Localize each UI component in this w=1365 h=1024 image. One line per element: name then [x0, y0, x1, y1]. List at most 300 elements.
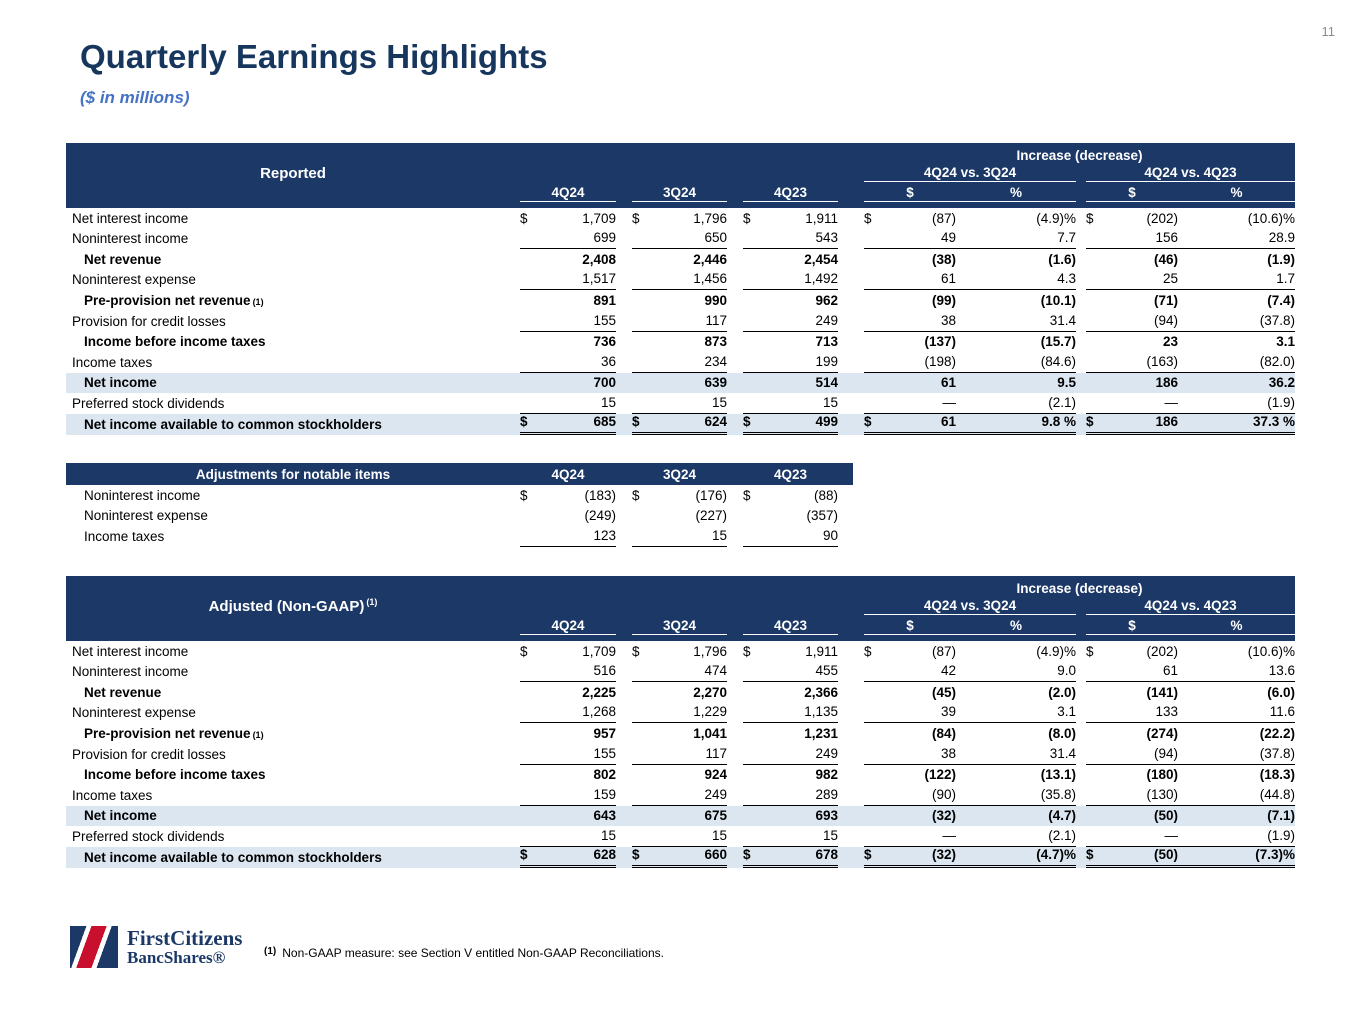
table-row: [66, 847, 1295, 868]
spacer: [1076, 744, 1086, 765]
quarter-value-cell: [632, 526, 727, 547]
change-pair-cell: [864, 826, 1076, 847]
spacer: [838, 723, 864, 744]
spacer: [838, 229, 864, 250]
quarter-value-cell: [632, 806, 727, 827]
change-pair-cell: [864, 332, 1076, 353]
dollar-sign: $: [864, 846, 872, 862]
value: 15: [822, 394, 838, 410]
value: 873: [704, 334, 727, 350]
spacer: [727, 208, 743, 229]
spacer: [616, 290, 632, 311]
change-pair-cell: [864, 290, 1076, 311]
change-percent-value: 9.8 %: [1041, 413, 1076, 429]
dollar-column-header: $: [906, 185, 914, 200]
value: 643: [593, 808, 616, 824]
table-row: [66, 723, 1295, 744]
table-row: [66, 703, 1295, 724]
spacer: [616, 270, 632, 291]
row-label: Preferred stock dividends: [72, 395, 225, 411]
value: 675: [704, 808, 727, 824]
change-pair-cell: [1086, 352, 1295, 373]
change-dollar-value: (137): [924, 334, 956, 350]
change-dollar-value: 23: [1162, 334, 1178, 350]
adjusted-non-gaap-table: [66, 576, 1295, 868]
value: 117: [705, 745, 727, 761]
quarter-value-cell: [743, 641, 838, 662]
spacer: [727, 414, 743, 435]
spacer: [838, 641, 864, 662]
change-percent-value: (7.3)%: [1255, 846, 1295, 862]
value: 15: [711, 827, 727, 843]
quarter-value-cell: [520, 373, 616, 394]
change-dollar-value: (50): [1153, 808, 1178, 824]
value: 628: [593, 846, 616, 862]
change-pair-cell: [1086, 311, 1295, 332]
spacer: [1076, 311, 1086, 332]
change-percent-value: (4.9)%: [1036, 210, 1076, 226]
change-dollar-value: (122): [924, 767, 956, 783]
change-dollar-value: 61: [1162, 663, 1178, 679]
quarter-value-cell: [520, 662, 616, 683]
row-label: Income before income taxes: [84, 767, 266, 783]
change-percent-value: (35.8): [1040, 786, 1076, 802]
quarter-value-cell: [632, 485, 727, 506]
spacer: [727, 662, 743, 683]
first-citizens-flag-icon: [70, 926, 118, 968]
spacer: [727, 352, 743, 373]
vs-3q24-column-header: 4Q24 vs. 3Q24: [864, 598, 1076, 615]
value: 700: [593, 375, 616, 391]
table-row: [66, 641, 1295, 662]
change-pair-cell: [1086, 270, 1295, 291]
change-pair-cell: [1086, 332, 1295, 353]
percent-column-header: %: [1230, 185, 1243, 200]
value: 474: [704, 663, 727, 679]
change-dollar-value: 61: [940, 271, 956, 287]
change-pair-cell: [1086, 744, 1295, 765]
change-pair-cell: [1086, 785, 1295, 806]
value: 15: [822, 827, 838, 843]
spacer: [616, 723, 632, 744]
change-percent-value: (10.1): [1040, 292, 1076, 308]
dollar-sign: $: [632, 413, 640, 429]
quarter-value-cell: [743, 393, 838, 414]
row-label: Pre-provision net revenue $^{(1)}$: [84, 725, 264, 741]
row-label: Income before income taxes: [84, 334, 266, 350]
table-row: [66, 311, 1295, 332]
change-dollar-value: 133: [1155, 704, 1178, 720]
quarter-value-cell: [632, 208, 727, 229]
dollar-percent-header: [864, 618, 1076, 635]
spacer: [616, 249, 632, 270]
value: 1,911: [805, 643, 838, 659]
spacer: [616, 765, 632, 786]
quarter-value-cell: [632, 641, 727, 662]
spacer: [616, 662, 632, 683]
dollar-percent-header: [1086, 185, 1295, 202]
table-row: [66, 270, 1295, 291]
table-header: [66, 576, 1295, 641]
change-percent-value: (1.6): [1048, 251, 1076, 267]
header-row-comparisons: [66, 596, 1295, 617]
change-dollar-value: (87): [931, 210, 956, 226]
change-dollar-value: —: [1164, 394, 1178, 410]
value: 249: [815, 745, 838, 761]
table-row: [66, 485, 853, 506]
quarter-value-cell: [632, 229, 727, 250]
quarter-value-cell: [743, 249, 838, 270]
change-dollar-value: 39: [940, 704, 956, 720]
page-subtitle: ($ in millions): [80, 88, 190, 107]
change-percent-value: 31.4: [1049, 745, 1076, 761]
header-row-quarters: [66, 184, 1295, 204]
table-row: [66, 373, 1295, 394]
quarter-column-header: 4Q24: [520, 618, 616, 635]
dollar-column-header: $: [906, 618, 914, 633]
value: 678: [815, 846, 838, 862]
header-row-comparisons: [66, 163, 1295, 184]
change-pair-cell: [1086, 662, 1295, 683]
value: (88): [813, 487, 838, 503]
quarter-column-header: 4Q23: [743, 618, 838, 635]
quarter-value-cell: [632, 414, 727, 435]
change-pair-cell: [1086, 847, 1295, 868]
change-pair-cell: [864, 270, 1076, 291]
spacer: [838, 249, 864, 270]
change-pair-cell: [864, 744, 1076, 765]
change-percent-value: 28.9: [1268, 230, 1295, 246]
change-pair-cell: [1086, 826, 1295, 847]
dollar-sign: $: [1086, 643, 1094, 659]
dollar-percent-header: [1086, 618, 1295, 635]
change-dollar-value: (130): [1146, 786, 1178, 802]
change-pair-cell: [1086, 703, 1295, 724]
table-row: [66, 826, 1295, 847]
spacer: [1076, 662, 1086, 683]
reported-table: [66, 143, 1295, 435]
change-dollar-value: (202): [1146, 210, 1178, 226]
change-dollar-value: (202): [1146, 643, 1178, 659]
row-label: Net income available to common stockholders: [84, 849, 382, 865]
change-dollar-value: (71): [1153, 292, 1178, 308]
value: 2,270: [693, 684, 727, 700]
change-pair-cell: [864, 785, 1076, 806]
quarter-value-cell: [520, 352, 616, 373]
change-pair-cell: [1086, 373, 1295, 394]
change-percent-value: (82.0): [1259, 353, 1295, 369]
quarter-value-cell: [743, 332, 838, 353]
increase-decrease-label: Increase (decrease): [1016, 581, 1143, 596]
change-dollar-value: (87): [931, 643, 956, 659]
spacer: [838, 270, 864, 291]
change-percent-value: 36.2: [1268, 375, 1295, 391]
header-row-quarters: [66, 617, 1295, 637]
value: 1,709: [582, 210, 616, 226]
value: 123: [593, 527, 616, 543]
vs-4q23-column-header: 4Q24 vs. 4Q23: [1086, 165, 1295, 182]
spacer: [1076, 641, 1086, 662]
change-dollar-value: 61: [940, 375, 956, 391]
vs-4q23-column-header: 4Q24 vs. 4Q23: [1086, 598, 1295, 615]
table-row: [66, 682, 1295, 703]
quarter-value-cell: [743, 703, 838, 724]
value: 1,135: [804, 704, 838, 720]
spacer: [1076, 229, 1086, 250]
value: (227): [695, 508, 727, 524]
change-pair-cell: [864, 311, 1076, 332]
quarter-value-cell: [632, 785, 727, 806]
change-pair-cell: [1086, 641, 1295, 662]
value: (176): [695, 487, 727, 503]
spacer: [616, 311, 632, 332]
value: 499: [815, 413, 838, 429]
quarter-column-header: 4Q23: [743, 185, 838, 202]
quarter-value-cell: [632, 332, 727, 353]
change-percent-value: 31.4: [1049, 312, 1076, 328]
value: 962: [815, 292, 838, 308]
percent-column-header: %: [1009, 185, 1022, 200]
spacer: [1076, 208, 1086, 229]
header-row-increase: [66, 143, 1295, 163]
change-pair-cell: [1086, 290, 1295, 311]
row-label: Noninterest income: [72, 664, 189, 680]
change-pair-cell: [1086, 723, 1295, 744]
logo-wordmark: [127, 927, 242, 967]
spacer: [727, 682, 743, 703]
value: 543: [815, 230, 838, 246]
value: 1,517: [582, 271, 616, 287]
change-dollar-value: (99): [931, 292, 956, 308]
value: 15: [600, 394, 616, 410]
change-percent-value: (1.9): [1267, 394, 1295, 410]
quarter-value-cell: [743, 352, 838, 373]
change-dollar-value: (32): [931, 808, 956, 824]
spacer: [1076, 785, 1086, 806]
change-dollar-value: (94): [1153, 312, 1178, 328]
change-percent-value: (15.7): [1040, 334, 1076, 350]
spacer: [1076, 806, 1086, 827]
change-dollar-value: 49: [940, 230, 956, 246]
dollar-sign: $: [864, 210, 872, 226]
quarter-value-cell: [743, 765, 838, 786]
change-percent-value: 3.1: [1057, 704, 1076, 720]
quarter-value-cell: [632, 311, 727, 332]
quarter-value-cell: [743, 785, 838, 806]
value: 155: [593, 312, 616, 328]
spacer: [616, 682, 632, 703]
change-pair-cell: [864, 723, 1076, 744]
quarter-column-header: 4Q24: [551, 466, 585, 482]
value: 1,268: [582, 704, 616, 720]
change-percent-value: (2.1): [1048, 827, 1076, 843]
dollar-sign: $: [864, 413, 872, 429]
quarter-value-cell: [743, 290, 838, 311]
table-row: [66, 806, 1295, 827]
row-label: Noninterest expense: [84, 508, 208, 524]
change-pair-cell: [1086, 208, 1295, 229]
quarter-value-cell: [632, 703, 727, 724]
spacer: [727, 393, 743, 414]
change-percent-value: 3.1: [1276, 334, 1295, 350]
dollar-column-header: $: [1128, 185, 1136, 200]
change-pair-cell: [1086, 765, 1295, 786]
change-pair-cell: [864, 641, 1076, 662]
value: 159: [593, 786, 616, 802]
spacer: [1076, 723, 1086, 744]
change-percent-value: 9.0: [1057, 663, 1076, 679]
row-label: Noninterest income: [72, 231, 189, 247]
value: 1,456: [693, 271, 727, 287]
table-title: Adjusted (Non-GAAP) $^{(1)}$: [208, 597, 378, 615]
row-label: Net interest income: [72, 210, 189, 226]
spacer: [727, 485, 743, 506]
change-pair-cell: [1086, 682, 1295, 703]
value: 289: [815, 786, 838, 802]
spacer: [616, 352, 632, 373]
spacer: [616, 485, 632, 506]
value: 90: [822, 527, 838, 543]
value: 2,454: [804, 251, 838, 267]
row-label: Income taxes: [72, 787, 153, 803]
quarter-value-cell: [520, 393, 616, 414]
change-percent-value: 9.5: [1057, 375, 1076, 391]
value: 36: [600, 353, 616, 369]
dollar-sign: $: [520, 487, 528, 503]
table-row: [66, 290, 1295, 311]
quarter-value-cell: [743, 506, 838, 527]
row-label: Noninterest expense: [72, 705, 196, 721]
change-dollar-value: 186: [1155, 413, 1178, 429]
value: 249: [815, 312, 838, 328]
quarter-value-cell: [743, 229, 838, 250]
quarter-value-cell: [632, 826, 727, 847]
spacer: [727, 373, 743, 394]
spacer: [616, 229, 632, 250]
change-dollar-value: 38: [940, 745, 956, 761]
change-percent-value: (37.8): [1259, 745, 1295, 761]
quarter-value-cell: [743, 373, 838, 394]
change-percent-value: 13.6: [1268, 663, 1295, 679]
table-row: [66, 208, 1295, 229]
spacer: [616, 373, 632, 394]
change-percent-value: (2.1): [1048, 394, 1076, 410]
change-pair-cell: [864, 229, 1076, 250]
spacer: [838, 847, 864, 868]
row-label: Noninterest expense: [72, 272, 196, 288]
spacer: [616, 414, 632, 435]
dollar-sign: $: [632, 643, 640, 659]
change-dollar-value: 25: [1162, 271, 1178, 287]
value: 924: [704, 767, 727, 783]
quarter-value-cell: [520, 765, 616, 786]
change-pair-cell: [864, 373, 1076, 394]
percent-column-header: %: [1009, 618, 1022, 633]
quarter-value-cell: [520, 311, 616, 332]
spacer: [1076, 332, 1086, 353]
first-citizens-logo: [70, 926, 242, 968]
value: 957: [593, 725, 616, 741]
spacer: [727, 249, 743, 270]
change-pair-cell: [1086, 393, 1295, 414]
table-row: [66, 506, 853, 527]
change-pair-cell: [864, 249, 1076, 270]
percent-column-header: %: [1230, 618, 1243, 633]
change-percent-value: (7.4): [1267, 292, 1295, 308]
value: 660: [704, 846, 727, 862]
change-dollar-value: (163): [1146, 353, 1178, 369]
quarter-value-cell: [743, 311, 838, 332]
value: 516: [593, 663, 616, 679]
change-percent-value: (4.7)%: [1036, 846, 1076, 862]
quarter-value-cell: [520, 847, 616, 868]
dollar-column-header: $: [1128, 618, 1136, 633]
spacer: [727, 806, 743, 827]
spacer: [727, 641, 743, 662]
quarter-value-cell: [632, 249, 727, 270]
change-dollar-value: (46): [1153, 251, 1178, 267]
quarter-value-cell: [632, 662, 727, 683]
header-row-increase: [66, 576, 1295, 596]
change-percent-value: (18.3): [1259, 767, 1295, 783]
row-label: Net revenue: [84, 684, 162, 700]
quarter-value-cell: [632, 765, 727, 786]
change-dollar-value: (32): [931, 846, 956, 862]
dollar-sign: $: [743, 846, 751, 862]
spacer: [727, 526, 743, 547]
dollar-sign: $: [632, 846, 640, 862]
change-percent-value: 37.3 %: [1252, 413, 1295, 429]
quarter-value-cell: [632, 373, 727, 394]
table-row: [66, 662, 1295, 683]
change-pair-cell: [864, 682, 1076, 703]
spacer: [1076, 290, 1086, 311]
quarter-value-cell: [520, 414, 616, 435]
spacer: [1076, 393, 1086, 414]
spacer: [616, 332, 632, 353]
value: 1,911: [805, 210, 838, 226]
row-label: Net income: [84, 375, 157, 391]
table-row: [66, 785, 1295, 806]
change-dollar-value: 186: [1155, 375, 1178, 391]
value: 2,446: [693, 251, 727, 267]
spacer: [838, 806, 864, 827]
change-pair-cell: [1086, 249, 1295, 270]
change-pair-cell: [1086, 414, 1295, 435]
dollar-sign: $: [632, 210, 640, 226]
spacer: [616, 506, 632, 527]
table-row: [66, 393, 1295, 414]
row-label: Income taxes: [84, 528, 165, 544]
quarter-value-cell: [632, 744, 727, 765]
value: 455: [815, 663, 838, 679]
spacer: [1076, 682, 1086, 703]
change-pair-cell: [864, 703, 1076, 724]
logo-line2: BancShares®: [127, 948, 226, 968]
quarter-value-cell: [632, 352, 727, 373]
value: 982: [815, 767, 838, 783]
row-label: Noninterest income: [84, 487, 201, 503]
change-percent-value: 1.7: [1276, 271, 1295, 287]
spacer: [727, 785, 743, 806]
spacer: [838, 290, 864, 311]
change-dollar-value: —: [1164, 827, 1178, 843]
spacer: [727, 311, 743, 332]
spacer: [616, 847, 632, 868]
change-dollar-value: (180): [1146, 767, 1178, 783]
dollar-sign: $: [1086, 210, 1094, 226]
change-dollar-value: (84): [931, 725, 956, 741]
